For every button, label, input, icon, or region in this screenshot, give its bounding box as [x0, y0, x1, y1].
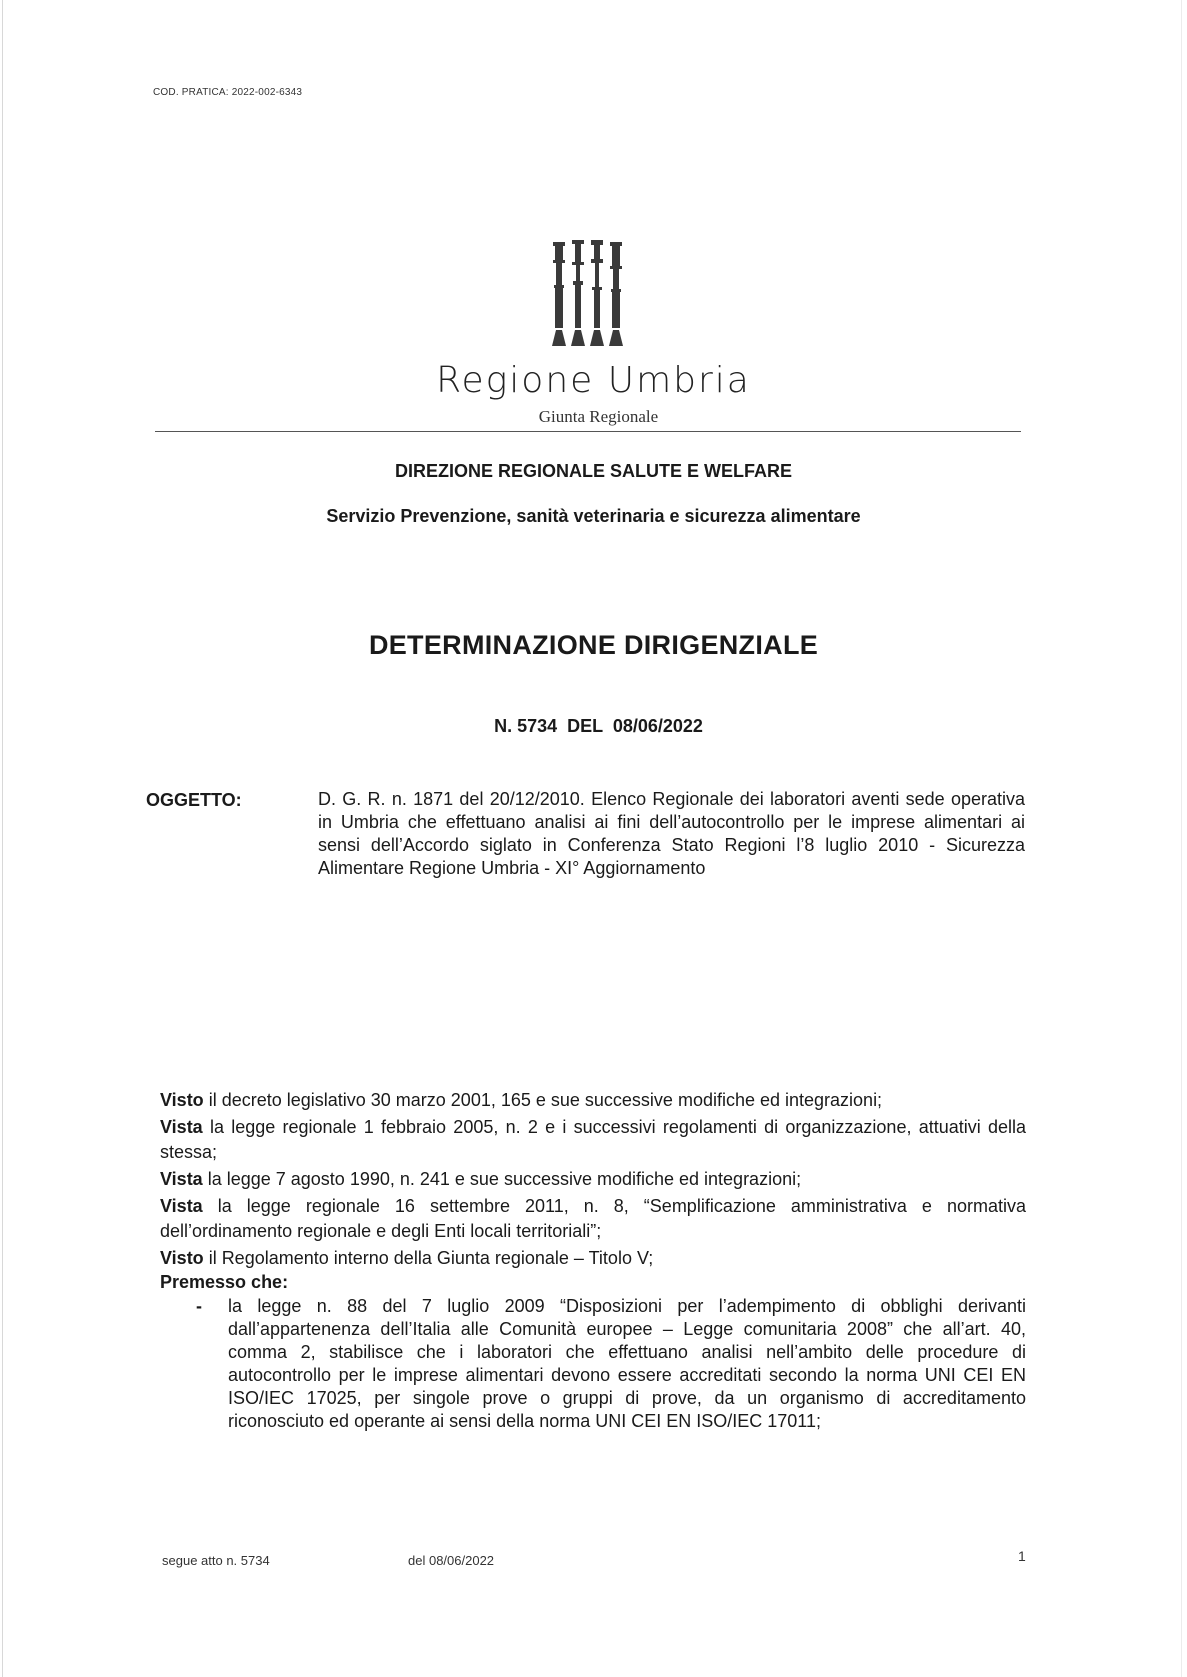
body-paragraph	[160, 1194, 1026, 1244]
footer-segue-atto: segue atto n. 5734	[162, 1553, 270, 1568]
page-number: 1	[1018, 1548, 1026, 1564]
paragraph-text: il Regolamento interno della Giunta regionale – Titolo V;	[203, 1248, 654, 1268]
footer-date: del 08/06/2022	[408, 1553, 495, 1568]
body-paragraph	[160, 1246, 1026, 1271]
regione-umbria-logo-icon	[552, 240, 624, 348]
oggetto-label: OGGETTO:	[146, 790, 242, 810]
scan-edge-right	[1181, 0, 1182, 1677]
body-paragraph	[160, 1115, 1026, 1165]
scan-edge-left	[2, 0, 3, 1677]
paragraph-text: la legge regionale 16 settembre 2011, n. 8, “Semplificazione amministrativa e normativa dell’ordinamento regionale e degli Enti locali territoriali”;	[160, 1196, 1026, 1241]
paragraph-text: il decreto legislativo 30 marzo 2001, 165 e sue successive modifiche ed integrazioni;	[203, 1090, 883, 1110]
paragraph-keyword: Vista	[160, 1117, 203, 1137]
paragraph-keyword: Vista	[160, 1169, 203, 1189]
oggetto-text: D. G. R. n. 1871 del 20/12/2010. Elenco Regionale dei laboratori aventi sede operativa in Umbria che effettuano analisi ai fini dell’autocontrollo per le imprese alimentari ai sensi dell’Accordo siglato in Conferenza Stato Regioni l’8 luglio 2010 - Sicurezza Alimentare Regione Umbria - XI° Aggiornamento	[318, 789, 1025, 878]
cod-pratica: COD. PRATICA: 2022-002-6343	[153, 87, 303, 98]
paragraph-keyword: Vista	[160, 1196, 203, 1216]
paragraph-text: la legge 7 agosto 1990, n. 241 e sue successive modifiche ed integrazioni;	[202, 1169, 802, 1189]
list-item	[160, 1295, 1026, 1433]
paragraph-keyword: Visto	[160, 1090, 204, 1110]
region-name: Regione Umbria	[436, 360, 751, 401]
body-paragraph	[160, 1088, 1026, 1113]
paragraph-keyword: Visto	[160, 1248, 204, 1268]
direzione-heading: DIREZIONE REGIONALE SALUTE E WELFARE	[394, 461, 793, 481]
bullet-text: la legge n. 88 del 7 luglio 2009 “Disposizioni per l’adempimento di obblighi derivanti dall’appartenenza dell’Italia alle Comunità europee – Legge comunitaria 2008” che all’art. 40, comma 2, stabilisce che i laboratori che effettuano analisi nell’ambito delle procedure di autocontrollo per le imprese alimentari devono essere accreditati secondo la norma UNI CEI EN ISO/IEC 17025, per singole prove o gruppi di prove, da un organismo di accreditamento riconosciuto ed operante ai sensi della norma UNI CEI EN ISO/IEC 17011;	[228, 1296, 1026, 1431]
giunta-regionale-subtitle: Giunta Regionale	[538, 407, 659, 426]
servizio-heading: Servizio Prevenzione, sanità veterinaria e sicurezza alimentare	[326, 506, 861, 526]
paragraph-text: la legge regionale 1 febbraio 2005, n. 2 e i successivi regolamenti di organizzazione, attuativi della stessa;	[160, 1117, 1026, 1162]
document-number: N. 5734 DEL 08/06/2022	[494, 716, 703, 736]
document-type-title: DETERMINAZIONE DIRIGENZIALE	[368, 630, 819, 660]
premesso-label: Premesso che:	[160, 1272, 289, 1292]
body-paragraph	[160, 1167, 1026, 1192]
bullet-dash: -	[196, 1296, 202, 1316]
header-divider	[155, 431, 1021, 432]
document-body	[160, 1088, 1026, 1433]
